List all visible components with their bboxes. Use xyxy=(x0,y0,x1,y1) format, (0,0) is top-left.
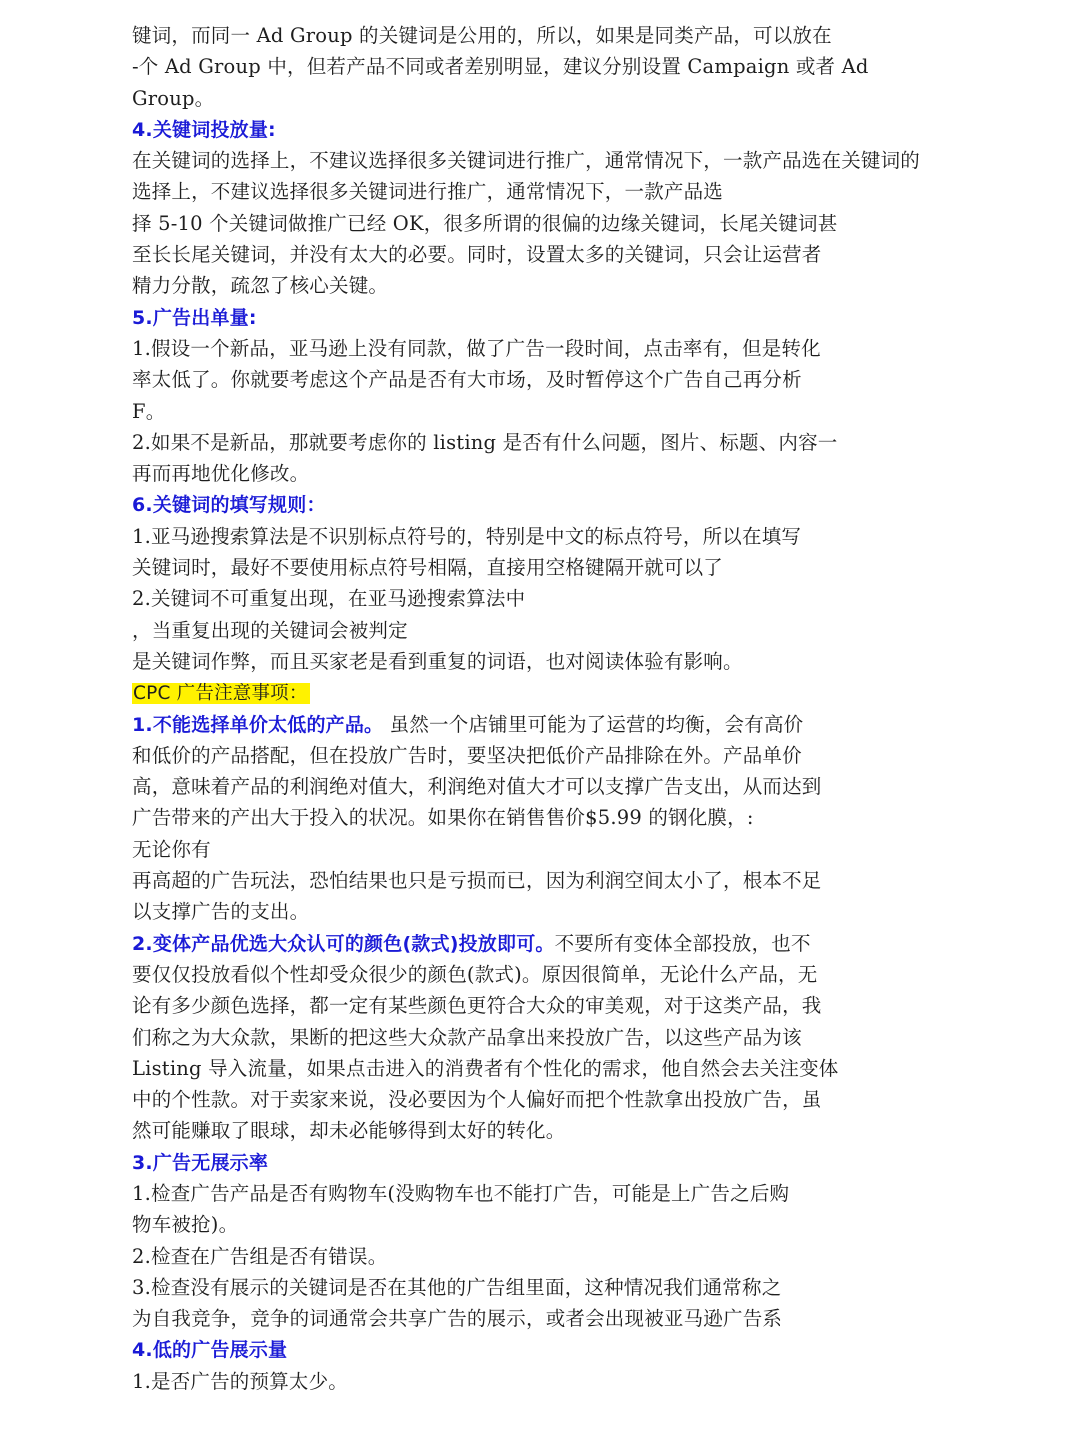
paragraph-text: 是关键词作弊，而且买家老是看到重复的词语，也对阅读体验有影响。 xyxy=(132,649,743,673)
paragraph-line xyxy=(132,1366,992,1397)
paragraph-text: 关键词时，最好不要使用标点符号相隔，直接用空格键隔开就可以了 xyxy=(132,556,724,580)
paragraph-line xyxy=(132,959,992,990)
paragraph-line xyxy=(132,709,992,740)
paragraph-text: 3.检查没有展示的关键词是否在其他的广告组里面，这种情况我们通常称之 xyxy=(132,1275,782,1299)
paragraph-line xyxy=(132,928,992,959)
inline-heading: 2.变体产品优选大众认可的颜色(款式)投放即可。 xyxy=(132,932,555,955)
paragraph-text: 率太低了。你就要考虑这个产品是否有大市场，及时暂停这个广告自己再分析 xyxy=(132,368,802,392)
paragraph-text: 在关键词的选择上，不建议选择很多关键词进行推广，通常情况下，一款产品选在关键词的 xyxy=(132,149,921,173)
paragraph-text: 为自我竞争，竞争的词通常会共享广告的展示，或者会出现被亚马逊广告系 xyxy=(132,1307,783,1331)
paragraph-line xyxy=(132,834,992,865)
paragraph-line xyxy=(132,176,992,207)
paragraph-line xyxy=(132,1272,992,1303)
paragraph-text: 们称之为大众款，果断的把这些大众款产品拿出来投放广告，以这些产品为该 xyxy=(132,1025,802,1049)
paragraph-line xyxy=(132,458,992,489)
inline-heading: 1.不能选择单价太低的产品。 xyxy=(132,713,384,736)
paragraph-line xyxy=(132,1084,992,1115)
paragraph-line xyxy=(132,740,992,771)
paragraph-line xyxy=(132,208,992,239)
paragraph-line xyxy=(132,239,992,270)
paragraph-text: 1.假设一个新品，亚马逊上没有同款，做了广告一段时间，点击率有，但是转化 xyxy=(132,336,821,360)
paragraph-text: 选择上，不建议选择很多关键词进行推广，通常情况下，一款产品选 xyxy=(132,180,724,204)
paragraph-text: 2.如果不是新品，那就要考虑你的 listing 是否有什么问题，图片、标题、内容一 xyxy=(132,430,838,454)
paragraph-line xyxy=(132,521,992,552)
paragraph-text: 1.检查广告产品是否有购物车(没购物车也不能打广告，可能是上广告之后购 xyxy=(132,1181,790,1205)
paragraph-text: 虽然一个店铺里可能为了运营的均衡，会有高价 xyxy=(383,712,804,736)
paragraph-text: 论有多少颜色选择，都一定有某些颜色更符合大众的审美观，对于这类产品，我 xyxy=(132,994,822,1018)
paragraph-text: 至长长尾关键词，并没有太大的必要。同时，设置太多的关键词，只会让运营者 xyxy=(132,243,822,267)
section-heading xyxy=(132,1147,992,1178)
paragraph-text: 1.亚马逊搜索算法是不识别标点符号的，特别是中文的标点符号，所以在填写 xyxy=(132,524,802,548)
section-heading xyxy=(132,114,992,145)
paragraph-line xyxy=(132,1053,992,1084)
paragraph-text: 精力分散，疏忽了核心关键。 xyxy=(132,274,389,298)
paragraph-text: 然可能赚取了眼球，却未必能够得到太好的转化。 xyxy=(132,1119,566,1143)
paragraph-line xyxy=(132,552,992,583)
paragraph-text: 键词，而同一 Ad Group 的关键词是公用的，所以，如果是同类产品，可以放在 xyxy=(132,24,832,47)
paragraph-line xyxy=(132,802,992,833)
paragraph-text: Listing 导入流量，如果点击进入的消费者有个性化的需求，他自然会去关注变体 xyxy=(132,1056,839,1080)
paragraph-line xyxy=(132,396,992,427)
section-heading xyxy=(132,302,992,333)
paragraph-text: 2.检查在广告组是否有错误。 xyxy=(132,1244,388,1268)
paragraph-line xyxy=(132,896,992,927)
highlighted-title xyxy=(132,677,992,708)
highlighted-title-text: CPC 广告注意事项： xyxy=(133,683,308,705)
paragraph-line xyxy=(132,145,992,176)
section-heading-text: 4.关键词投放量: xyxy=(132,118,276,141)
paragraph-text: 无论你有 xyxy=(132,837,211,861)
paragraph-text: 物车被抢)。 xyxy=(132,1213,239,1237)
section-heading-text: 3.广告无展示率 xyxy=(132,1151,269,1174)
section-heading xyxy=(132,1334,992,1365)
section-heading-text: 5.广告出单量: xyxy=(132,306,257,329)
paragraph-text: 再而再地优化修改。 xyxy=(132,462,310,486)
section-heading-text: 6.关键词的填写规则： xyxy=(132,494,326,517)
paragraph-text: 再高超的广告玩法，恐怕结果也只是亏损而已，因为利润空间太小了，根本不足 xyxy=(132,869,822,893)
paragraph-line xyxy=(132,51,992,82)
paragraph-text: 以支撑广告的支出。 xyxy=(132,900,310,924)
paragraph-line xyxy=(132,771,992,802)
paragraph-text: F。 xyxy=(132,399,166,423)
paragraph-text: 择 5-10 个关键词做推广已经 OK，很多所谓的很偏的边缘关键词，长尾关键词甚 xyxy=(132,211,838,235)
section-heading xyxy=(132,489,992,520)
paragraph-line xyxy=(132,1022,992,1053)
paragraph-text: 高，意味着产品的利润绝对值大，利润绝对值大才可以支撑广告支出，从而达到 xyxy=(132,775,822,799)
paragraph-text: 2.关键词不可重复出现，在亚马逊搜索算法中 xyxy=(132,587,526,611)
paragraph-line xyxy=(132,83,992,114)
paragraph-line xyxy=(132,865,992,896)
paragraph-text: Group。 xyxy=(132,86,215,110)
paragraph-line xyxy=(132,615,992,646)
paragraph-line xyxy=(132,270,992,301)
paragraph-line xyxy=(132,427,992,458)
paragraph-text: -个 Ad Group 中，但若产品不同或者差别明显，建议分别设置 Campaign 或者 Ad xyxy=(132,55,869,79)
paragraph-line xyxy=(132,1115,992,1146)
paragraph-line xyxy=(132,364,992,395)
paragraph-text: 中的个性款。对于卖家来说，没必要因为个人偏好而把个性款拿出投放广告，虽 xyxy=(132,1088,822,1112)
paragraph-text: ，当重复出现的关键词会被判定 xyxy=(132,618,408,642)
paragraph-line xyxy=(132,20,992,51)
paragraph-line xyxy=(132,1303,992,1334)
section-heading-text: 4.低的广告展示量 xyxy=(132,1339,288,1362)
paragraph-line xyxy=(132,1209,992,1240)
paragraph-line xyxy=(132,990,992,1021)
paragraph-line xyxy=(132,1178,992,1209)
paragraph-text: 不要所有变体全部投放，也不 xyxy=(554,931,811,955)
paragraph-line xyxy=(132,583,992,614)
paragraph-line xyxy=(132,333,992,364)
paragraph-line xyxy=(132,1241,992,1272)
document-page xyxy=(132,20,992,1397)
paragraph-text: 要仅仅投放看似个性却受众很少的颜色(款式)。原因很简单，无论什么产品，无 xyxy=(132,962,818,986)
paragraph-text: 1.是否广告的预算太少。 xyxy=(132,1369,349,1393)
paragraph-text: 和低价的产品搭配，但在投放广告时，要坚决把低价产品排除在外。产品单价 xyxy=(132,743,802,767)
paragraph-text: 广告带来的产出大于投入的状况。如果你在销售售价$5.99 的钢化膜，: xyxy=(132,806,754,830)
paragraph-line xyxy=(132,646,992,677)
